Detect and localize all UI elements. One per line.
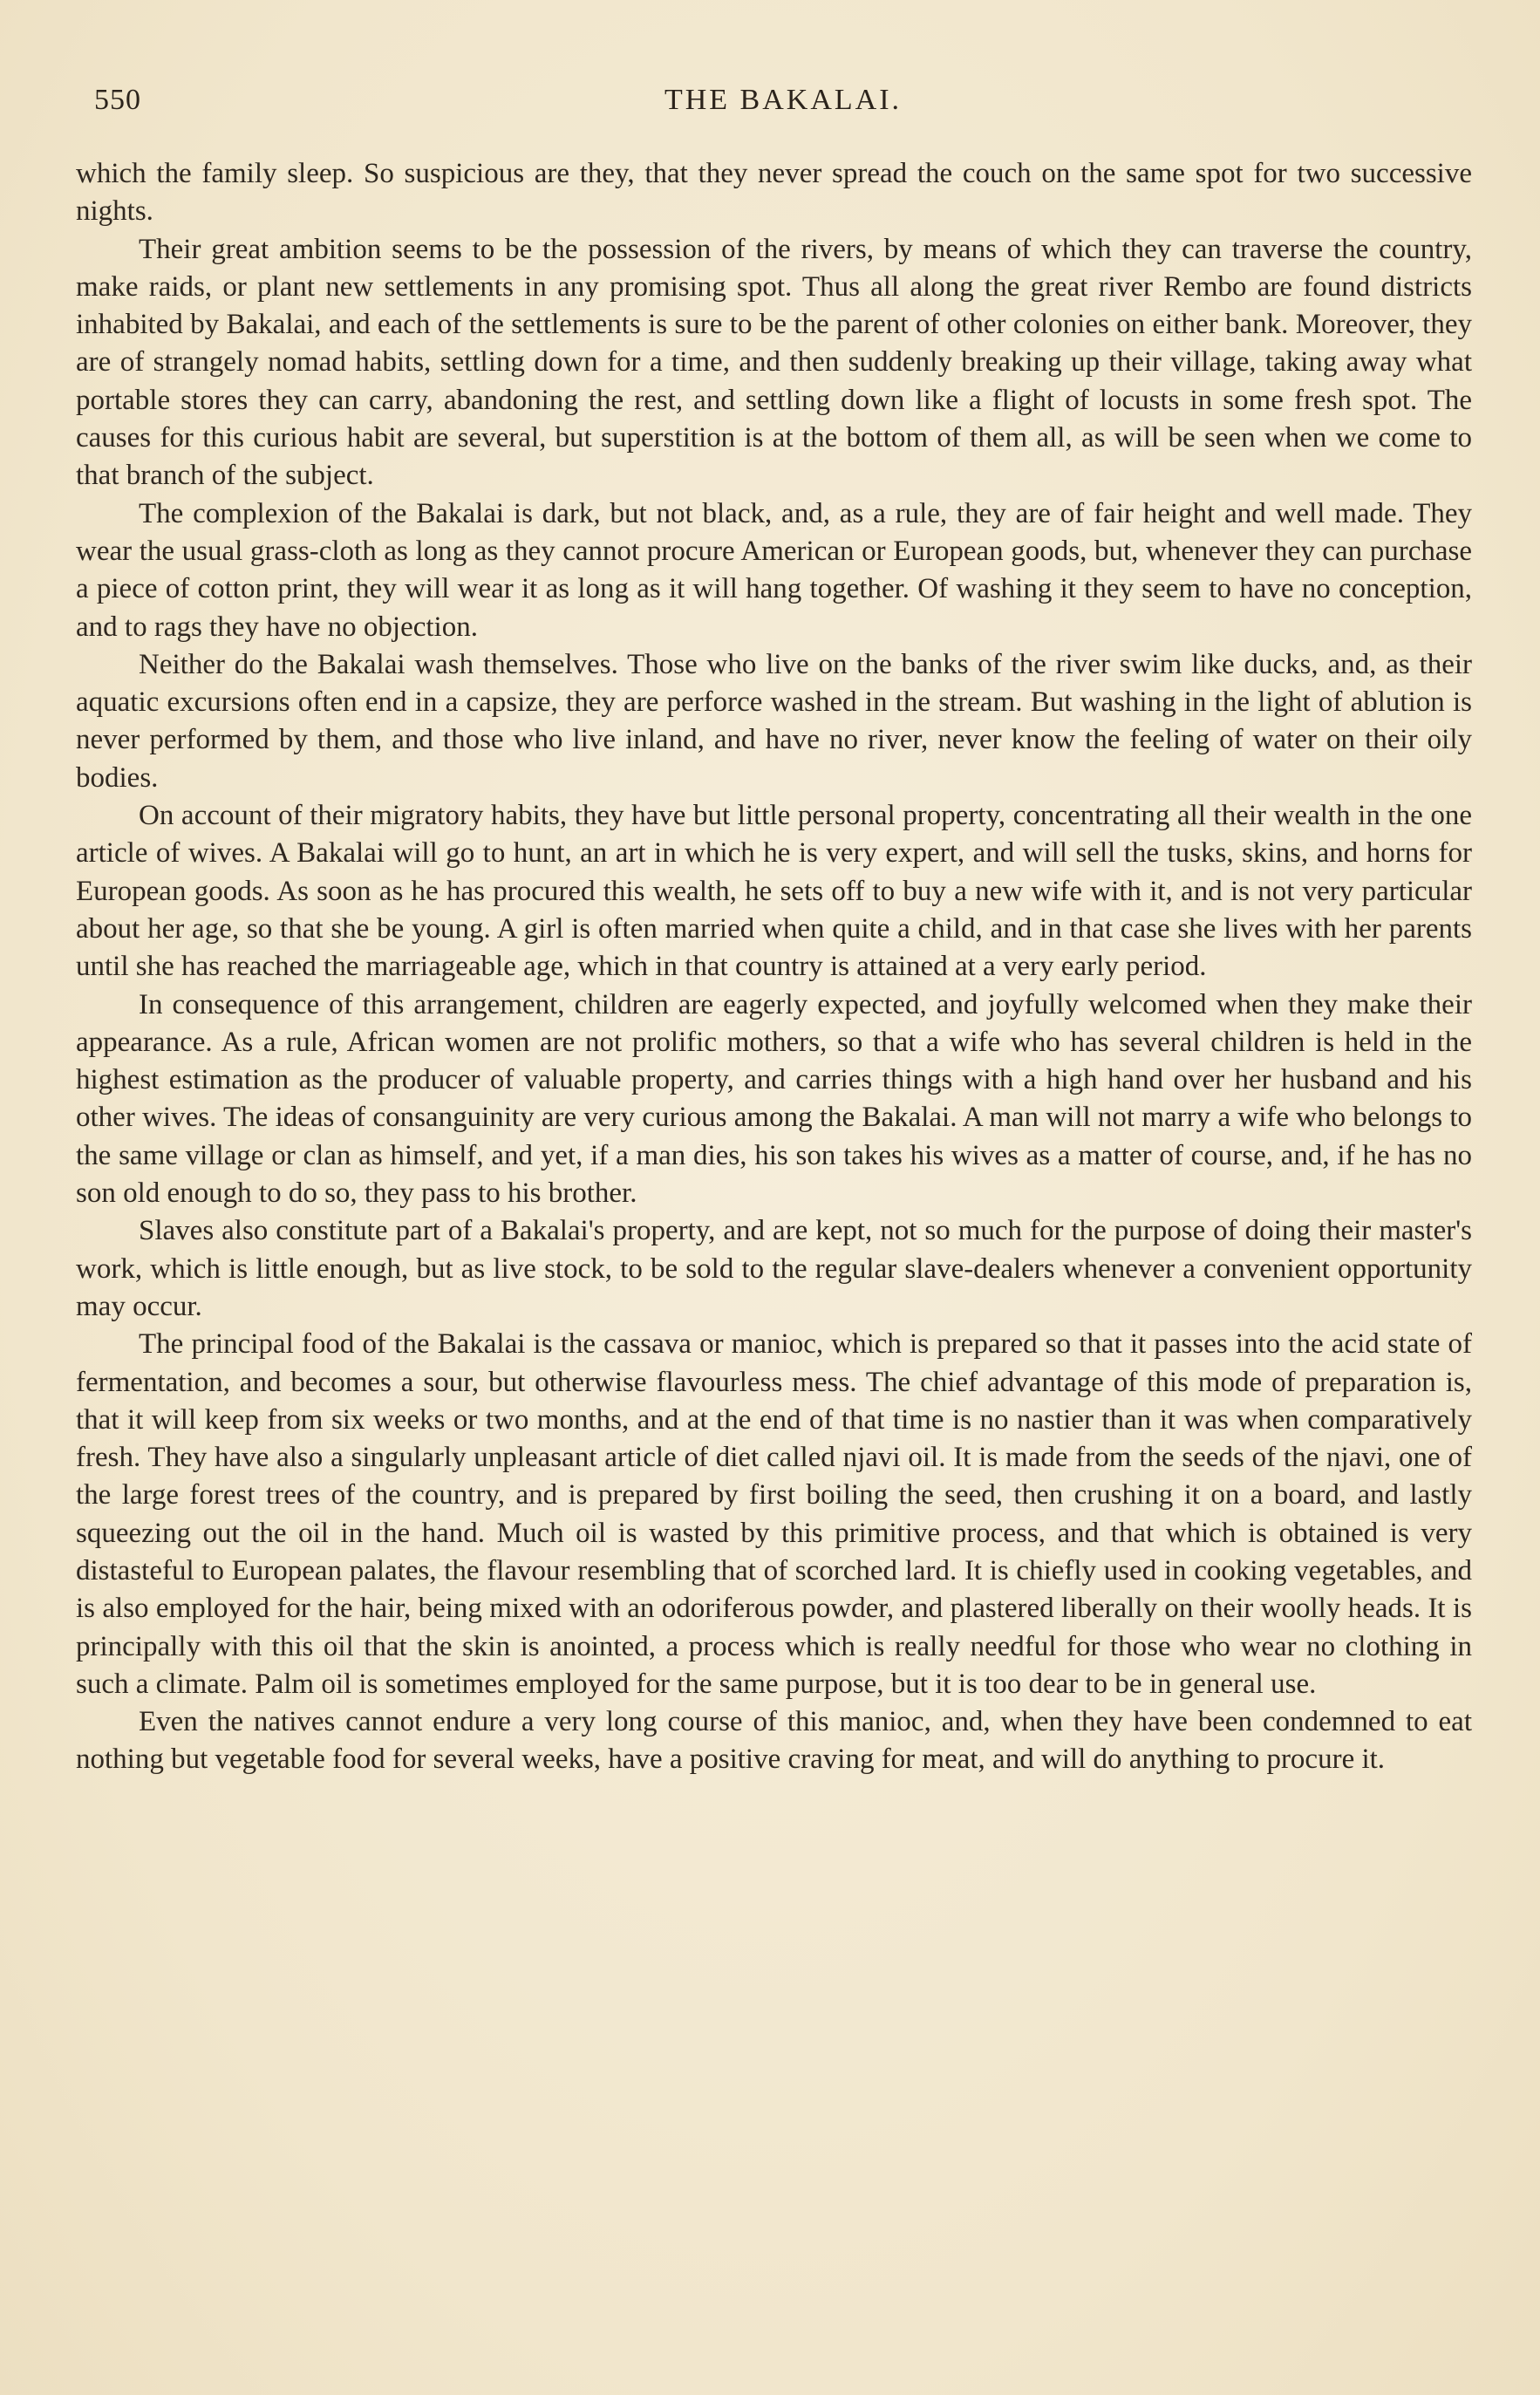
paragraph: The principal food of the Bakalai is the cassava or manioc, which is prepared so that it passes into the acid state of fermentation, and becomes a sour, but otherwise flavourless mess. The chief advantage of this mode of preparation is, that it will keep from six weeks or two months, and at the end of that time is no nastier than it was when comparatively fresh. They have also a singularly unpleasant article of diet called njavi oil. It is made from the seeds of the njavi, one of the large forest trees of the country, and is prepared by first boiling the seed, then crushing it on a board, and lastly squeezing out the oil in the hand. Much oil is wasted by this primitive process, and that which is obtained is very distasteful to European palates, the flavour resembling that of scorched lard. It is chiefly used in cooking vegetables, and is also employed for the hair, being mixed with an odoriferous powder, and plastered liberally on their woolly heads. It is principally with this oil that the skin is anointed, a process which is really needful for those who wear no clothing in such a climate. Palm oil is sometimes employed for the same purpose, but it is too dear to be in general use. xyxy=(76,1328,1472,1700)
paragraph: On account of their migratory habits, they have but little personal property, concentrating all their wealth in the one article of wives. A Bakalai will go to hunt, an art in which he is very expert, and will sell the tusks, skins, and horns for European goods. As soon as he has procured this wealth, he sets off to buy a new wife with it, and is not very particular about her age, so that she be young. A girl is often married when quite a child, and in that case she lives with her parents until she has reached the marriageable age, which in that country is attained at a very early period. xyxy=(76,800,1472,983)
page-number: 550 xyxy=(94,84,141,116)
paragraph: In consequence of this arrangement, children are eagerly expected, and joyfully welcomed when they make their appearance. As a rule, African women are not prolific mothers, so that a wife who has several children is held in the highest estimation as the producer of valuable property, and carries things with a high hand over her husband and his other wives. The ideas of consanguinity are very curious among the Bakalai. A man will not marry a wife who belongs to the same village or clan as himself, and yet, if a man dies, his son takes his wives as a matter of course, and, if he has no son old enough to do so, they pass to his brother. xyxy=(76,988,1472,1210)
page-header xyxy=(94,84,1472,127)
paragraph: Neither do the Bakalai wash themselves. Those who live on the banks of the river swim like ducks, and, as their aquatic excursions often end in a capsize, they are perforce washed in the stream. But washing in the light of ablution is never performed by them, and those who live inland, and have no river, never know the feeling of water on their oily bodies. xyxy=(76,648,1472,794)
paragraph: The complexion of the Bakalai is dark, but not black, and, as a rule, they are of fair height and well made. They wear the usual grass-cloth as long as they cannot procure American or European goods, but, whenever they can purchase a piece of cotton print, they will wear it as long as it will hang together. Of washing it they seem to have no conception, and to rags they have no objection. xyxy=(76,497,1472,643)
paragraph: Their great ambition seems to be the possession of the rivers, by means of which they can traverse the country, make raids, or plant new settlements in any promising spot. Thus all along the great river Rembo are found districts inhabited by Bakalai, and each of the settlements is sure to be the parent of other colonies on either bank. Moreover, they are of strangely nomad habits, settling down for a time, and then suddenly breaking up their village, taking away what portable stores they can carry, abandoning the rest, and settling down like a flight of locusts in some fresh spot. The causes for this curious habit are several, but superstition is at the bottom of them all, as will be seen when we come to that branch of the subject. xyxy=(76,233,1472,492)
running-title: THE BAKALAI. xyxy=(664,84,903,116)
paragraph: Even the natives cannot endure a very long course of this manioc, and, when they have been condemned to eat nothing but vegetable food for several weeks, have a positive craving for meat, and will do anything to procure it. xyxy=(76,1706,1472,1776)
body-text xyxy=(76,155,1472,1779)
paragraph: which the family sleep. So suspicious are they, that they never spread the couch on the same spot for two successive nights. xyxy=(76,158,1472,228)
paragraph: Slaves also constitute part of a Bakalai's property, and are kept, not so much for the purpose of doing their master's work, which is little enough, but as live stock, to be sold to the regular slave-dealers whenever a convenient opportunity may occur. xyxy=(76,1215,1472,1322)
